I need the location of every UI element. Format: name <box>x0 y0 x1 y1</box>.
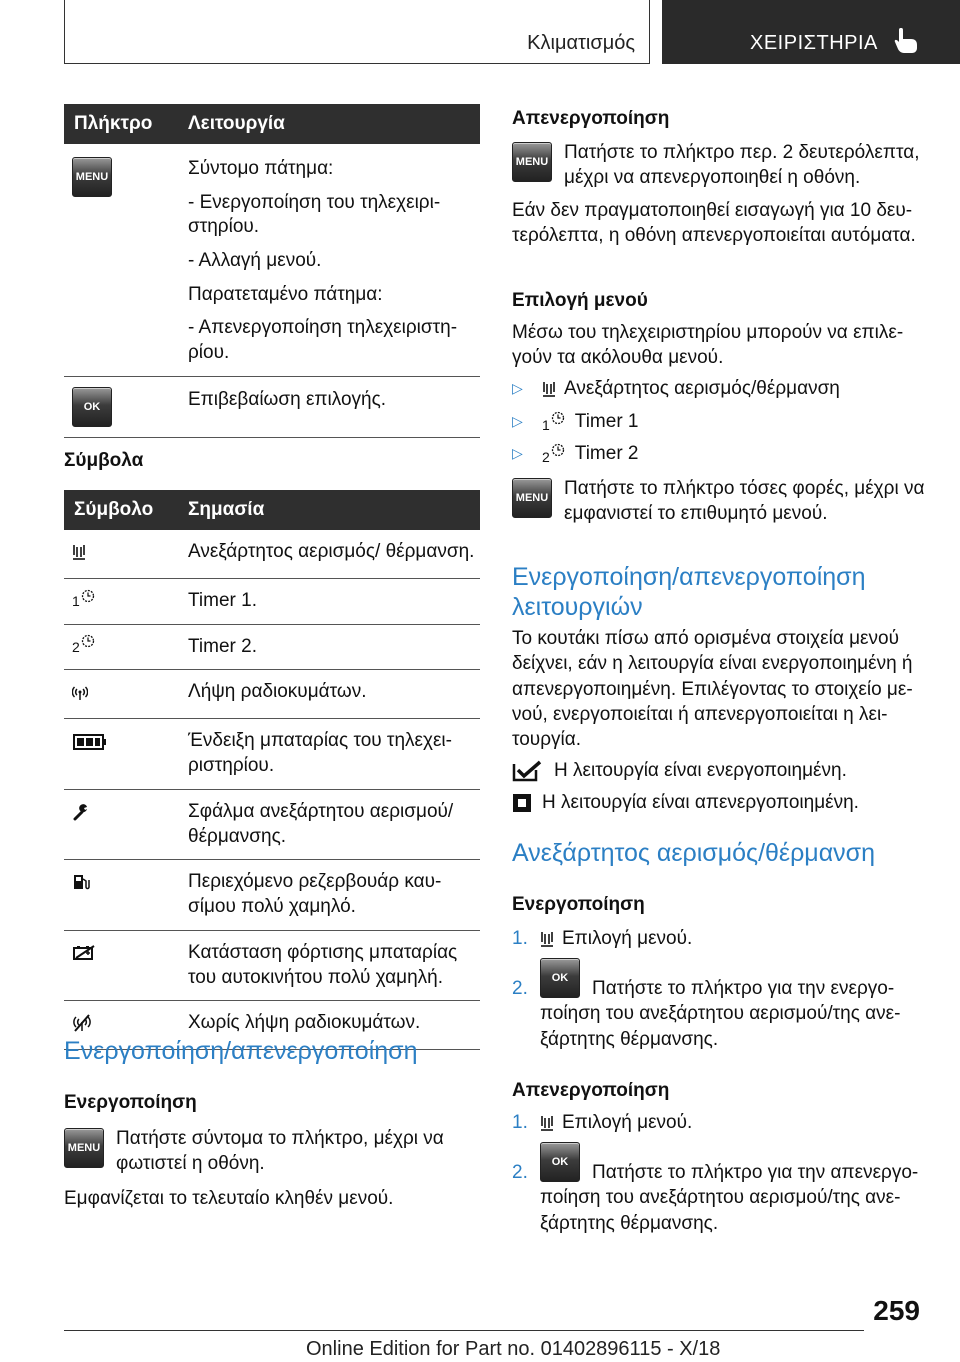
triangle-bullet-icon: ▷ <box>512 380 523 397</box>
ok-button-image: OK <box>72 387 112 427</box>
table-row <box>64 670 480 719</box>
row-text: Κατάσταση φόρτισης μπαταρίας του αυτοκινήτου πολύ χαμηλή. <box>188 941 458 988</box>
page-number: 259 <box>873 1295 920 1326</box>
table-row <box>64 579 480 624</box>
step-number: 2. <box>512 978 528 999</box>
heater-icon <box>542 380 556 398</box>
step <box>512 958 932 1052</box>
menu-button-image: MENU <box>72 157 112 197</box>
row-text: Timer 1. <box>188 590 257 612</box>
paragraph: Το κουτάκι πίσω από ορισμένα στοιχεία μενού δείχνει, εάν η λειτουργία είναι ενεργοποιημένη ή απενεργοποιημένη. Επιλέγοντας το στοιχείο με-νού, ενεργοποιείται ή απενεργοποιείται η λει-τουργία. <box>512 628 913 751</box>
instruction <box>512 476 932 527</box>
list-item <box>512 376 840 401</box>
step-text: Επιλογή μενού. <box>562 1112 693 1133</box>
footer-divider <box>64 1330 864 1331</box>
subheading: Ενεργοποίηση <box>512 894 645 915</box>
list-item: ▷ 1 Timer 1 <box>512 410 639 433</box>
ok-button-image: OK <box>540 958 580 998</box>
table-header <box>64 490 480 530</box>
clock-icon <box>551 443 565 457</box>
subheading: Απενεργοποίηση <box>512 1080 670 1101</box>
heater-icon <box>540 930 554 948</box>
menu-button-image: MENU <box>64 1128 104 1168</box>
subheading: Ενεργοποίηση <box>64 1092 197 1113</box>
subheading: Επιλογή μενού <box>512 290 648 311</box>
row-text: Λήψη ραδιοκυμάτων. <box>188 680 367 702</box>
chapter-title: ΧΕΙΡΙΣΤΗΡΙΑ <box>750 32 878 54</box>
step-number: 1. <box>512 1112 528 1133</box>
checkbox-checked-icon <box>512 760 546 782</box>
step-number: 2. <box>512 1162 528 1183</box>
fuel-icon <box>72 869 90 891</box>
menu-button-image: MENU <box>512 478 552 518</box>
row-text: - Αλλαγή μενού. <box>188 250 322 272</box>
clock-icon: 2 <box>72 634 95 656</box>
list-item: ▷ 2 Timer 2 <box>512 442 639 465</box>
list-item-label: Timer 2 <box>574 442 639 464</box>
status-text: Η λειτουργία είναι ενεργοποιημένη. <box>554 760 847 781</box>
column-header: Πλήκτρο <box>74 113 153 135</box>
battery-icon <box>72 728 108 750</box>
table-row <box>64 931 480 1002</box>
step <box>512 926 692 951</box>
step-text: Πατήστε το πλήκτρο για την απενεργο-ποίηση του ανεξάρτητου αερισμού/της ανε-ξάρτητης θέρμανσης. <box>540 1162 919 1234</box>
row-text: Παρατεταμένο πάτημα: <box>188 283 383 305</box>
instruction-text: Πατήστε το πλήκτρο περ. 2 δευτερόλεπτα, μέχρι να απενεργοποιηθεί η οθόνη. <box>564 142 920 189</box>
instruction <box>512 140 932 191</box>
paragraph: Εάν δεν πραγματοποιηθεί εισαγωγή για 10 δευ-τερόλεπτα, η οθόνη απενεργοποιείται αυτόματα. <box>512 200 916 247</box>
row-text: - Απενεργοποίηση τηλεχειριστη-ρίου. <box>188 317 458 364</box>
triangle-bullet-icon: ▷ <box>512 413 523 429</box>
row-text: Σφάλμα ανεξάρτητου αερισμού/ θέρμανσης. <box>188 800 454 847</box>
checkbox-empty-icon <box>512 793 532 813</box>
column-header: Σύμβολο <box>74 499 154 521</box>
row-text: - Ενεργοποίηση του τηλεχειρι-στηρίου. <box>188 191 441 238</box>
paragraph: Εμφανίζεται το τελευταίο κληθέν μενού. <box>64 1188 394 1209</box>
section-heading: Ενεργοποίηση/απενεργοποίηση <box>64 1037 418 1065</box>
heater-icon <box>72 539 86 561</box>
menu-button-image: MENU <box>512 142 552 182</box>
step <box>512 1110 692 1135</box>
table-row <box>64 144 480 377</box>
column-header: Σημασία <box>188 499 265 521</box>
triangle-bullet-icon: ▷ <box>512 445 523 461</box>
list-item-label: Ανεξάρτητος αερισμός/θέρμανση <box>564 378 840 399</box>
row-text: Ένδειξη μπαταρίας του τηλεχει-ριστηρίου. <box>188 730 452 777</box>
radio-signal-icon <box>72 679 88 701</box>
row-text: Επιβεβαίωση επιλογής. <box>188 388 387 410</box>
no-signal-icon <box>72 1010 92 1032</box>
row-text: Σύντομο πάτημα: <box>188 158 334 179</box>
step-text: Πατήστε το πλήκτρο για την ενεργο-ποίηση του ανεξάρτητου αερισμού/της ανε-ξάρτητης θέρμανσης. <box>540 978 901 1050</box>
step-text: Επιλογή μενού. <box>562 928 693 949</box>
section-heading: Ενεργοποίηση/απενεργοποίηση λειτουργιών <box>512 563 866 621</box>
status-line <box>512 790 859 815</box>
table-row <box>64 790 480 861</box>
column-header: Λειτουργία <box>188 113 285 135</box>
instruction-text: Πατήστε το πλήκτρο τόσες φορές, μέχρι να εμφανιστεί το επιθυμητό μενού. <box>564 478 925 525</box>
instruction <box>64 1126 484 1177</box>
table-row <box>64 719 480 790</box>
status-line <box>512 758 847 783</box>
clock-icon <box>551 411 565 425</box>
battery-low-icon <box>72 940 98 962</box>
table-row <box>64 530 480 579</box>
status-text: Η λειτουργία είναι απενεργοποιημένη. <box>542 792 859 813</box>
row-text: Χωρίς λήψη ραδιοκυμάτων. <box>188 1012 421 1034</box>
row-text: Timer 2. <box>188 635 257 657</box>
list-item-label: Timer 1 <box>574 410 639 432</box>
wrench-icon <box>72 799 90 821</box>
row-text: Ανεξάρτητος αερισμός/ θέρμανση. <box>188 541 475 562</box>
table-row <box>64 860 480 931</box>
row-text: Περιεχόμενο ρεζερβουάρ καυ-σίμου πολύ χαμηλό. <box>188 871 442 918</box>
table-row <box>64 377 480 438</box>
step <box>512 1142 932 1236</box>
hand-pointer-icon <box>894 26 920 54</box>
subheading: Απενεργοποίηση <box>512 108 670 129</box>
keys-table <box>64 104 480 438</box>
symbols-heading: Σύμβολα <box>64 450 144 471</box>
table-row <box>64 625 480 670</box>
heater-icon <box>540 1114 554 1132</box>
instruction-text: Πατήστε σύντομα το πλήκτρο, μέχρι να φωτιστεί η οθόνη. <box>116 1128 444 1175</box>
clock-icon: 1 <box>72 589 95 611</box>
edition-text: Online Edition for Part no. 01402896115 - X/18 <box>306 1338 721 1360</box>
header-chapter-box <box>662 0 960 64</box>
section-title: Κλιματισμός <box>527 32 635 54</box>
header-section-box <box>64 0 650 64</box>
step-number: 1. <box>512 928 528 949</box>
ok-button-image: OK <box>540 1142 580 1182</box>
paragraph: Μέσω του τηλεχειριστηρίου μπορούν να επιλε-γούν τα ακόλουθα μενού. <box>512 322 904 369</box>
symbols-table <box>64 490 480 1050</box>
section-heading: Ανεξάρτητος αερισμός/θέρμανση <box>512 839 875 867</box>
table-header <box>64 104 480 144</box>
